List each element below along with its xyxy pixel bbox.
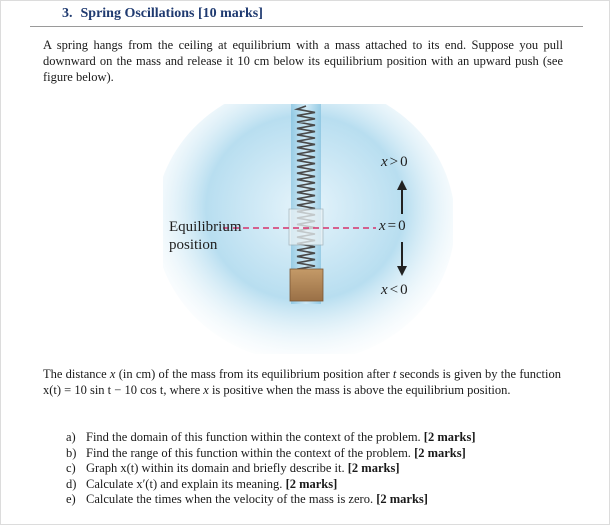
equilibrium-label-line1: Equilibrium [169, 219, 242, 235]
heading-divider [30, 26, 583, 27]
part-c: c) Graph x(t) within its domain and briefly describe it. [2 marks] [66, 461, 400, 475]
question-heading [62, 6, 263, 22]
label-x-negative: x < 0 [381, 282, 408, 298]
intro-paragraph: A spring hangs from the ceiling at equilibrium with a mass attached to its end. Suppose you pull downward on the mass and release it 10 cm below its equilibrium position with an upward push (see figure below). [43, 38, 563, 84]
question-number: 3. [62, 6, 73, 21]
question-title: Spring Oscillations [10 marks] [80, 6, 263, 21]
question-parts [66, 430, 566, 508]
spring-figure [163, 104, 453, 354]
mass-block [290, 269, 323, 301]
label-x-positive: x > 0 [381, 154, 408, 170]
part-e: e) Calculate the times when the velocity of the mass is zero. [2 marks] [66, 492, 428, 506]
part-d: d) Calculate x′(t) and explain its meaning. [2 marks] [66, 476, 338, 491]
function-description: The distance x (in cm) of the mass from its equilibrium position after t seconds is given by the function x(t) = 10 sin t − 10 cos t, where x is positive when the mass is above the equilibrium position. [43, 367, 561, 397]
equilibrium-label [169, 218, 242, 254]
function-formula: x(t) = 10 sin t − 10 cos t [43, 382, 164, 397]
part-b: b) Find the range of this function within the context of the problem. [2 marks] [66, 445, 466, 460]
equilibrium-label-line2: position [169, 237, 218, 253]
spring-sleeve [289, 209, 323, 245]
label-x-zero: x = 0 [379, 218, 406, 234]
part-a: a) Find the domain of this function within the context of the problem. [2 marks] [66, 430, 476, 444]
